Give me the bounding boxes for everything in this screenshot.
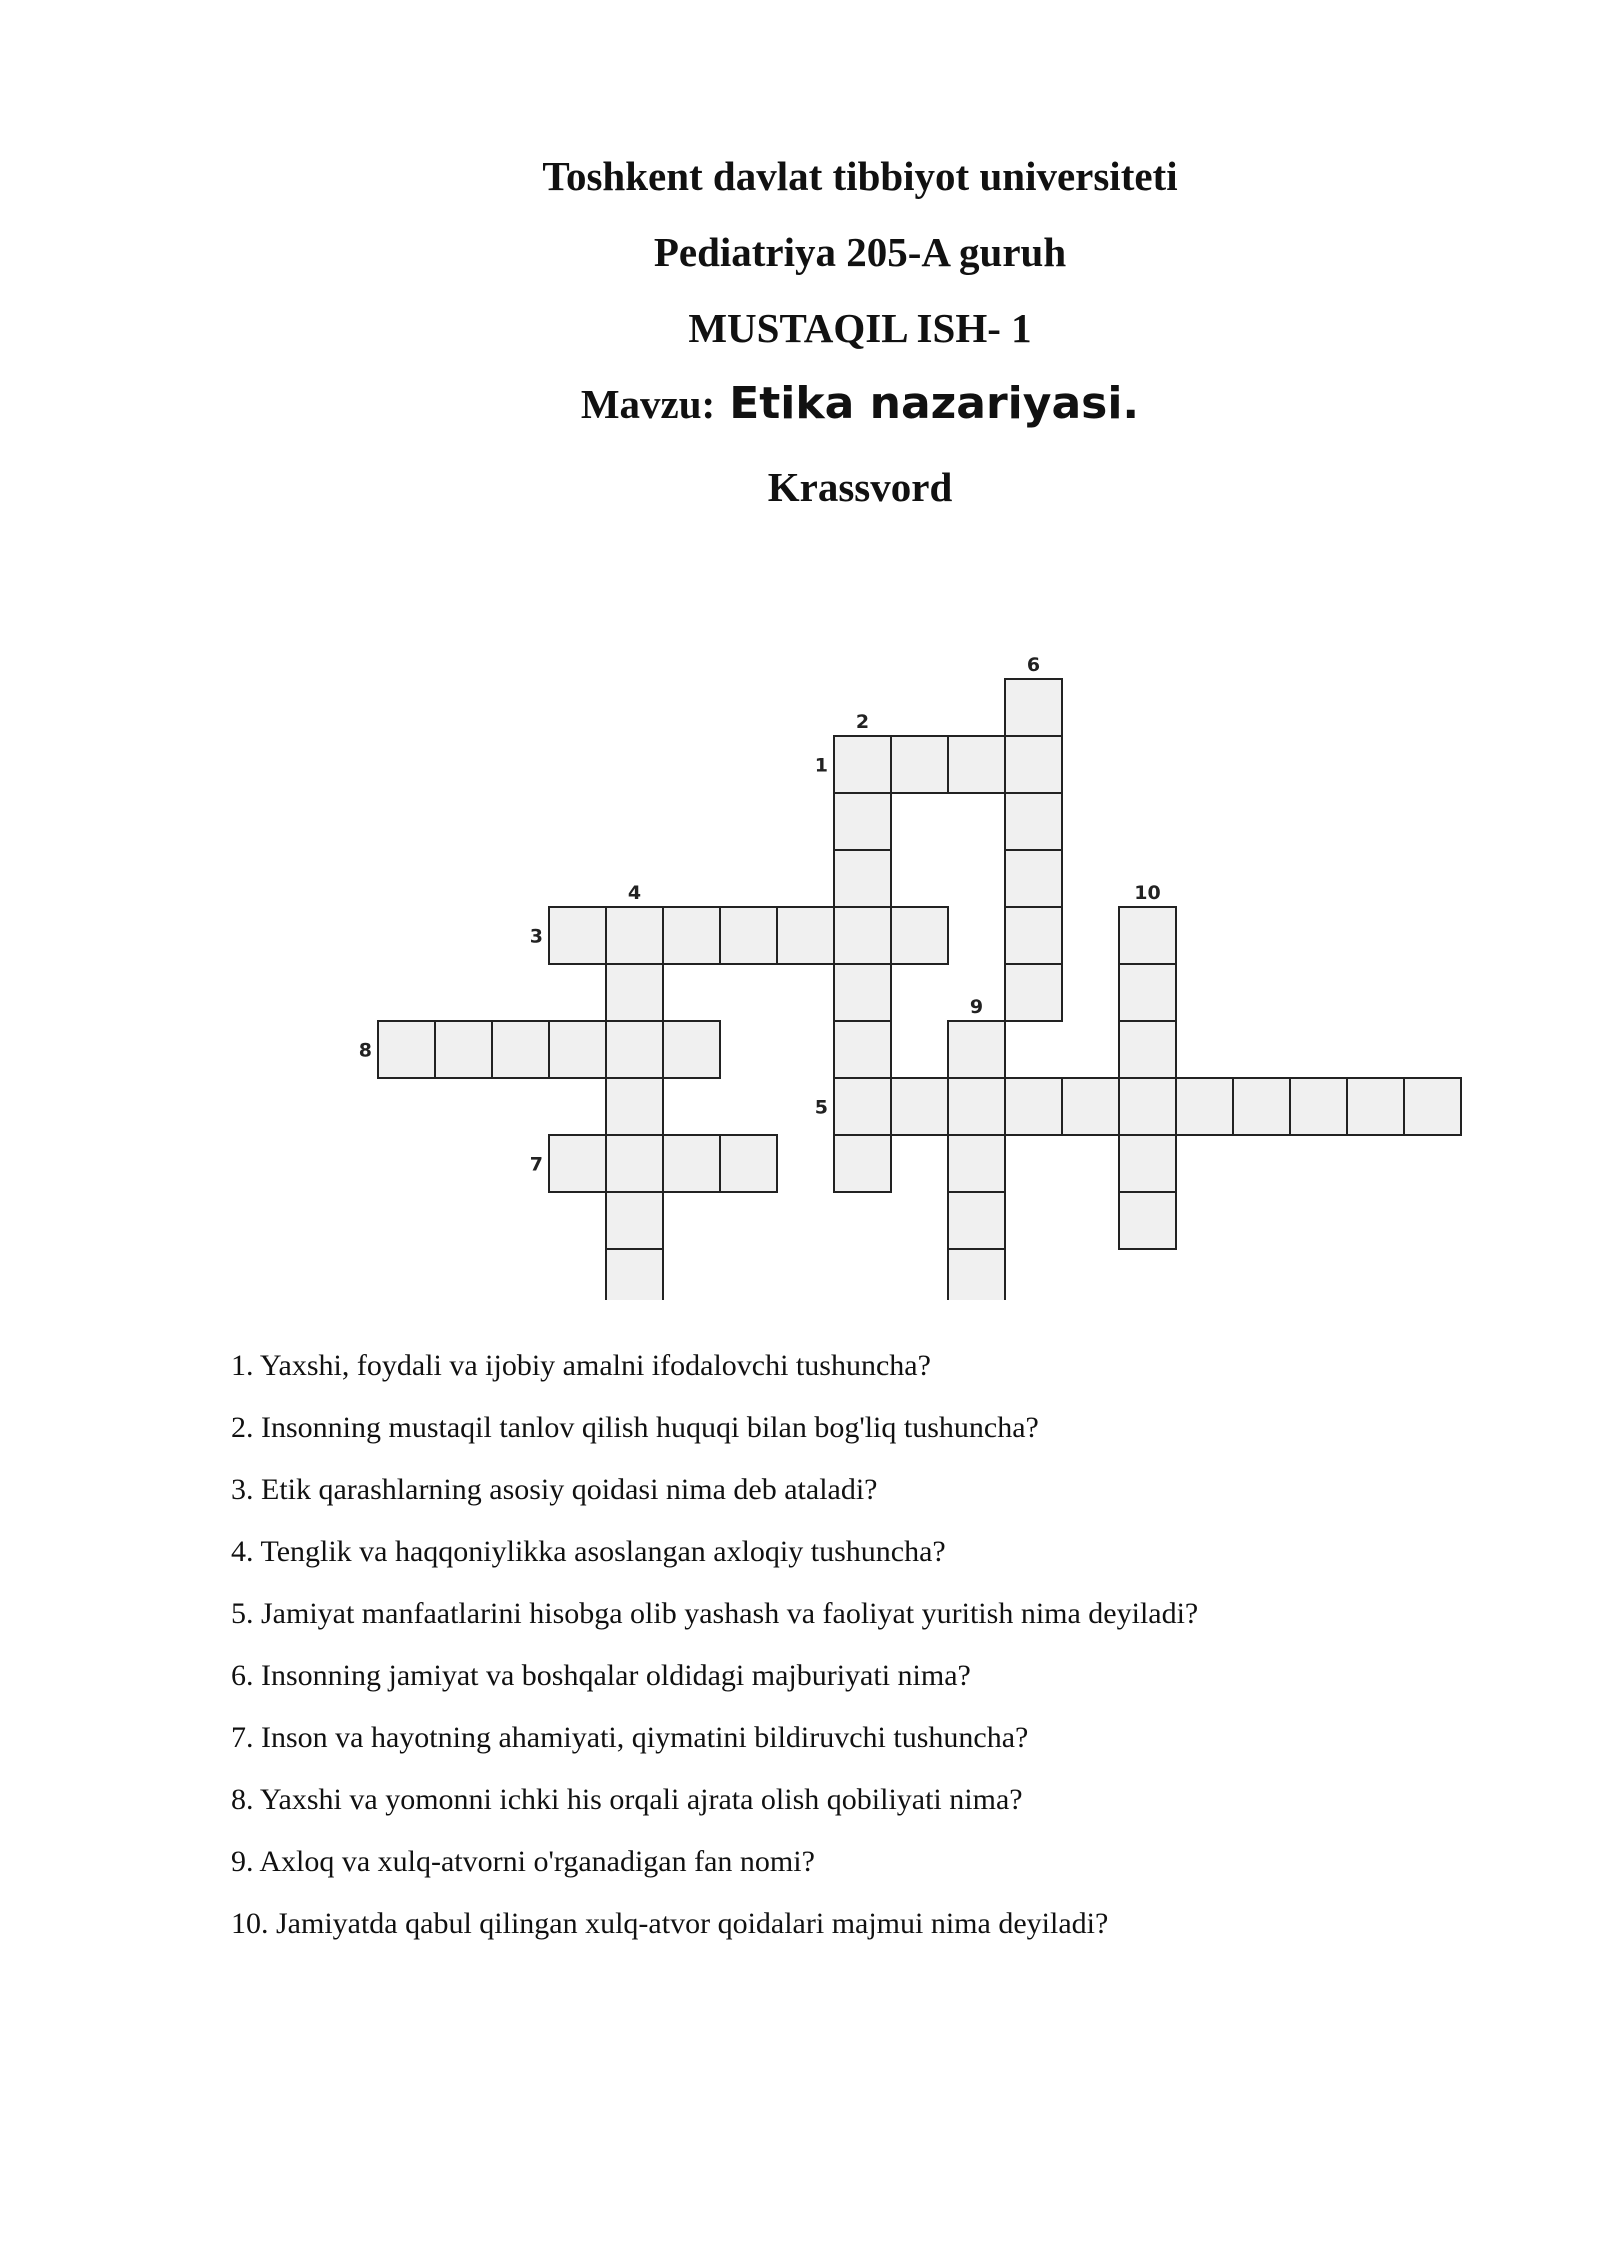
crossword-cell[interactable] xyxy=(1005,793,1062,850)
clue-item: 10. Jamiyatda qabul qilingan xulq-atvor qoidalari majmui nima deyiladi? xyxy=(231,1907,1109,1940)
crossword-cell[interactable] xyxy=(606,1078,663,1135)
clue-number-label: 6 xyxy=(1026,654,1041,676)
crossword-cell[interactable] xyxy=(606,1249,663,1300)
crossword-cell[interactable] xyxy=(606,964,663,1021)
crossword-cell[interactable] xyxy=(1005,907,1062,964)
crossword-cell[interactable] xyxy=(549,1135,606,1192)
crossword-cell[interactable] xyxy=(1119,1021,1176,1078)
clue-number-label: 4 xyxy=(627,882,642,904)
crossword-cell[interactable] xyxy=(834,1021,891,1078)
clue-number-label: 3 xyxy=(529,925,543,948)
work-title: MUSTAQIL ISH- 1 xyxy=(688,305,1032,351)
clue-item: 3. Etik qarashlarning asosiy qoidasi nima deb ataladi? xyxy=(231,1473,878,1506)
crossword-cell[interactable] xyxy=(606,907,663,964)
clue-item: 1. Yaxshi, foydali va ijobiy amalni ifodalovchi tushuncha? xyxy=(231,1349,931,1382)
crossword-cell[interactable] xyxy=(891,736,948,793)
crossword-cell[interactable] xyxy=(891,1078,948,1135)
crossword-cell[interactable] xyxy=(378,1021,435,1078)
crossword-cell[interactable] xyxy=(663,1021,720,1078)
crossword-cell[interactable] xyxy=(834,907,891,964)
crossword-cell[interactable] xyxy=(1005,850,1062,907)
crossword-cell[interactable] xyxy=(777,907,834,964)
clue-list xyxy=(231,1335,1198,1955)
crossword-cell[interactable] xyxy=(834,850,891,907)
topic-value: Etika nazariyasi. xyxy=(729,378,1140,429)
group-title: Pediatriya 205-A guruh xyxy=(653,229,1067,275)
crossword-cell[interactable] xyxy=(663,1135,720,1192)
crossword-cell[interactable] xyxy=(1005,964,1062,1021)
topic-label: Mavzu: xyxy=(580,381,716,427)
crossword-cell[interactable] xyxy=(948,1249,1005,1300)
crossword-cell[interactable] xyxy=(1176,1078,1233,1135)
crossword-cell[interactable] xyxy=(606,1192,663,1249)
clue-number-label: 10 xyxy=(1134,882,1161,904)
crossword-cell[interactable] xyxy=(834,1135,891,1192)
crossword-cell[interactable] xyxy=(720,1135,777,1192)
crossword-cell[interactable] xyxy=(1062,1078,1119,1135)
crossword-cell[interactable] xyxy=(948,1078,1005,1135)
crossword-cell[interactable] xyxy=(1119,1078,1176,1135)
crossword-cell[interactable] xyxy=(1005,736,1062,793)
clue-item: 2. Insonning mustaqil tanlov qilish huquqi bilan bog'liq tushuncha? xyxy=(231,1411,1039,1444)
crossword-cell[interactable] xyxy=(606,1021,663,1078)
crossword-cell[interactable] xyxy=(1119,964,1176,1021)
clue-item: 4. Tenglik va haqqoniylikka asoslangan axloqiy tushuncha? xyxy=(231,1535,946,1568)
section-title: Krassvord xyxy=(767,464,953,510)
clue-item: 7. Inson va hayotning ahamiyati, qiymatini bildiruvchi tushuncha? xyxy=(231,1721,1029,1754)
crossword-cell[interactable] xyxy=(948,1192,1005,1249)
crossword-cell[interactable] xyxy=(834,964,891,1021)
clue-item: 5. Jamiyat manfaatlarini hisobga olib yashash va faoliyat yuritish nima deyiladi? xyxy=(231,1597,1199,1630)
clue-number-label: 2 xyxy=(855,711,870,733)
crossword-cell[interactable] xyxy=(435,1021,492,1078)
crossword-cell[interactable] xyxy=(1119,1135,1176,1192)
clue-number-label: 7 xyxy=(529,1153,543,1176)
crossword-cell[interactable] xyxy=(948,1135,1005,1192)
crossword-cell[interactable] xyxy=(948,736,1005,793)
crossword-cell[interactable] xyxy=(1119,907,1176,964)
crossword-cell[interactable] xyxy=(1290,1078,1347,1135)
clue-item: 9. Axloq va xulq-atvorni o'rganadigan fan nomi? xyxy=(231,1845,815,1878)
crossword-cell[interactable] xyxy=(1347,1078,1404,1135)
clue-number-label: 5 xyxy=(814,1096,828,1119)
crossword-cell[interactable] xyxy=(492,1021,549,1078)
crossword-cell[interactable] xyxy=(834,1078,891,1135)
crossword-cell[interactable] xyxy=(606,1135,663,1192)
clue-number-label: 9 xyxy=(969,996,984,1018)
clue-number-label: 1 xyxy=(814,754,828,777)
crossword-cell[interactable] xyxy=(1119,1192,1176,1249)
university-title: Toshkent davlat tibbiyot universiteti xyxy=(542,153,1178,199)
crossword-cell[interactable] xyxy=(1233,1078,1290,1135)
crossword-cell[interactable] xyxy=(549,907,606,964)
clue-item: 8. Yaxshi va yomonni ichki his orqali ajrata olish qobiliyati nima? xyxy=(231,1783,1023,1816)
crossword-cell[interactable] xyxy=(1005,679,1062,736)
crossword-cell[interactable] xyxy=(549,1021,606,1078)
crossword-cell[interactable] xyxy=(1404,1078,1461,1135)
clue-item: 6. Insonning jamiyat va boshqalar oldidagi majburiyati nima? xyxy=(231,1659,971,1692)
crossword-cell[interactable] xyxy=(1005,1078,1062,1135)
crossword-cell[interactable] xyxy=(720,907,777,964)
crossword-cell[interactable] xyxy=(834,736,891,793)
crossword-cell[interactable] xyxy=(663,907,720,964)
crossword-cell[interactable] xyxy=(834,793,891,850)
crossword-cell[interactable] xyxy=(891,907,948,964)
clue-number-label: 8 xyxy=(358,1039,372,1062)
crossword-cell[interactable] xyxy=(948,1021,1005,1078)
